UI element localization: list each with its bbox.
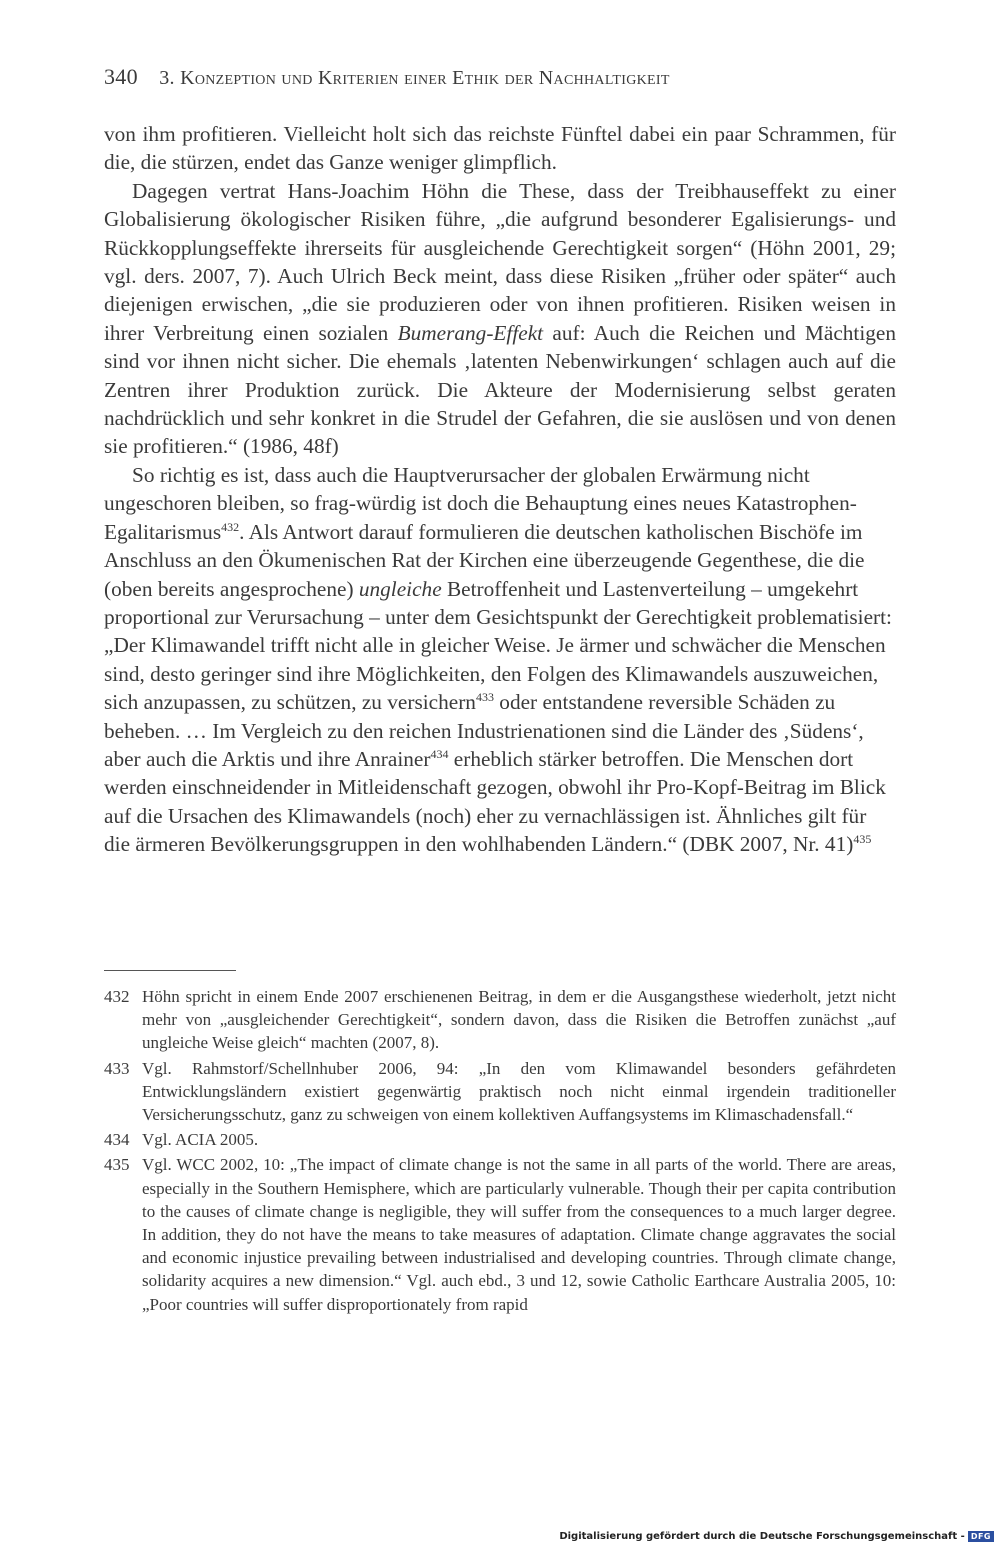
footnote-number: 435 [104, 1155, 130, 1175]
footnote-text: Vgl. Rahmstorf/Schellnhuber 2006, 94: „In den vom Klimawandel besonders gefährdeten Entwicklungsländern existiert gegenwärtig praktisch noch nicht einmal irgendein traditioneller Versicherungsschutz, ganz zu schweigen von einem kollektiven Auffangsystems im Klimaschadensfall.“ [142, 1058, 896, 1125]
footnote-number: 432 [104, 987, 130, 1006]
footnote-text: Vgl. WCC 2002, 10: „The impact of climate change is not the same in all parts of the world. There are areas, especially in the Southern Hemisphere, which are particularly vulnerable. Though their per capita contribution to the causes of climate change is negligible, they will suffer from the consequences to a much larger degree. In addition, they do not have the means to take measures of adaptation. Climate change aggravates the social and economic injustice prevailing between industrialised and developing countries. Through climate change, solidarity acquires a new dimension.“ Vgl. auch ebd., 3 und 12, sowie Catholic Earthcare Australia 2005, 10: „Poor countries will suffer disproportionately from rapid [142, 1155, 896, 1314]
credit-text: Digitalisierung gefördert durch die Deutsche Forschungsgemeinschaft - [559, 1531, 965, 1542]
emphasis-bumerang: Bumerang-Effekt [397, 320, 544, 345]
digitization-credit [559, 1531, 994, 1542]
footnote-ref-432[interactable]: 432 [221, 519, 240, 534]
footnote-433 [104, 1057, 896, 1127]
body-text [104, 120, 896, 859]
footnote-text: Höhn spricht in einem Ende 2007 erschienenen Beitrag, in dem er die Ausgangsthese wiederholt, jetzt nicht mehr von „ausgleichender Gerechtigkeit“, sondern davon, dass die Risiken die Betroffen zunächst „auf ungleiche Weise gleich“ machten (2007, 8). [142, 987, 896, 1053]
paragraph-2: Dagegen vertrat Hans-Joachim Höhn die These, dass der Treibhauseffekt zu einer Globalisierung ökologischer Risiken führe, „die aufgrund besonderer Egalisierungs- und Rückkopplungseffekte ihrerseits für ausgleichende Gerechtigkeit sorgen“ (Höhn 2001, 29; vgl. ders. 2007, 7). Auch Ulrich Beck meint, dass diese Risiken „früher oder später“ auch diejenigen erwischen, „die sie produzieren oder von ihnen profitieren. Risiken weisen in ihrer Verbreitung einen sozialen Bumerang-Effekt auf: Auch die Reichen und Mächtigen sind vor ihnen nicht sicher. Die ehemals ‚latenten Nebenwirkungen‘ schlagen auch auf die Zentren ihrer Produktion zurück. Die Akteure der Modernisierung selbst geraten nachdrücklich und sehr konkret in die Strudel der Gefahren, die sie auslösen und von denen sie profitieren.“ (1986, 48f) [104, 178, 897, 459]
footnote-ref-435[interactable]: 435 [853, 832, 872, 847]
running-title: 3. Konzeption und Kriterien einer Ethik der Nachhaltigkeit [159, 67, 670, 89]
footnote-434 [104, 1128, 896, 1151]
footnote-435 [104, 1153, 896, 1315]
footnote-432 [104, 985, 896, 1055]
dfg-logo-icon: DFG [968, 1531, 994, 1542]
emphasis-ungleiche: ungleiche [358, 576, 442, 601]
footnote-number: 433 [104, 1058, 130, 1078]
footnote-ref-434[interactable]: 434 [430, 746, 449, 761]
footnote-text: Vgl. ACIA 2005. [142, 1130, 259, 1150]
paragraph-1: von ihm profitieren. Vielleicht holt sich das reichste Fünftel dabei ein paar Schrammen, für die, die stürzen, endet das Ganze weniger glimpflich. [104, 122, 896, 175]
footnotes [104, 985, 896, 1318]
footnote-divider [104, 970, 236, 971]
footnote-number: 434 [104, 1130, 130, 1150]
paragraph-3: So richtig es ist, dass auch die Hauptverursacher der globalen Erwärmung nicht ungeschoren bleiben, so frag-würdig ist doch die Behauptung eines neues Katastrophen-Egalitarismus$^{432}$. Als Antwort darauf formulieren die deutschen katholischen Bischöfe im Anschluss an den Ökumenischen Rat der Kirchen eine überzeugende Gegenthese, die die (oben bereits angesprochene) ungleiche Betroffenheit und Lastenverteilung – umgekehrt proportional zur Verursachung – unter dem Gesichtspunkt der Gerechtigkeit problematisiert: „Der Klimawandel trifft nicht alle in gleicher Weise. Je ärmer und schwächer die Menschen sind, desto geringer sind ihre Möglichkeiten, den Folgen des Klimawandels auszuweichen, sich anzupassen, zu schützen, zu versichern$^{433}$ oder entstandene reversible Schäden zu beheben. … Im Vergleich zu den reichen Industrienationen sind die Länder des ‚Südens‘, aber auch die Arktis und ihre Anrainer$^{434}$ erheblich stärker betroffen. Die Menschen dort werden einschneidender in Mitleidenschaft gezogen, obwohl ihr Pro-Kopf-Beitrag im Blick auf die Ursachen des Klimawandels (noch) eher zu vernachlässigen ist. Ähnliches gilt für die ärmeren Bevölkerungsgruppen in den wohlhabenden Ländern.“ (DBK 2007, Nr. 41)$^{435}$ [104, 462, 892, 857]
footnote-ref-433[interactable]: 433 [475, 690, 494, 705]
page-number: 340 [104, 64, 138, 89]
running-header [104, 64, 904, 90]
